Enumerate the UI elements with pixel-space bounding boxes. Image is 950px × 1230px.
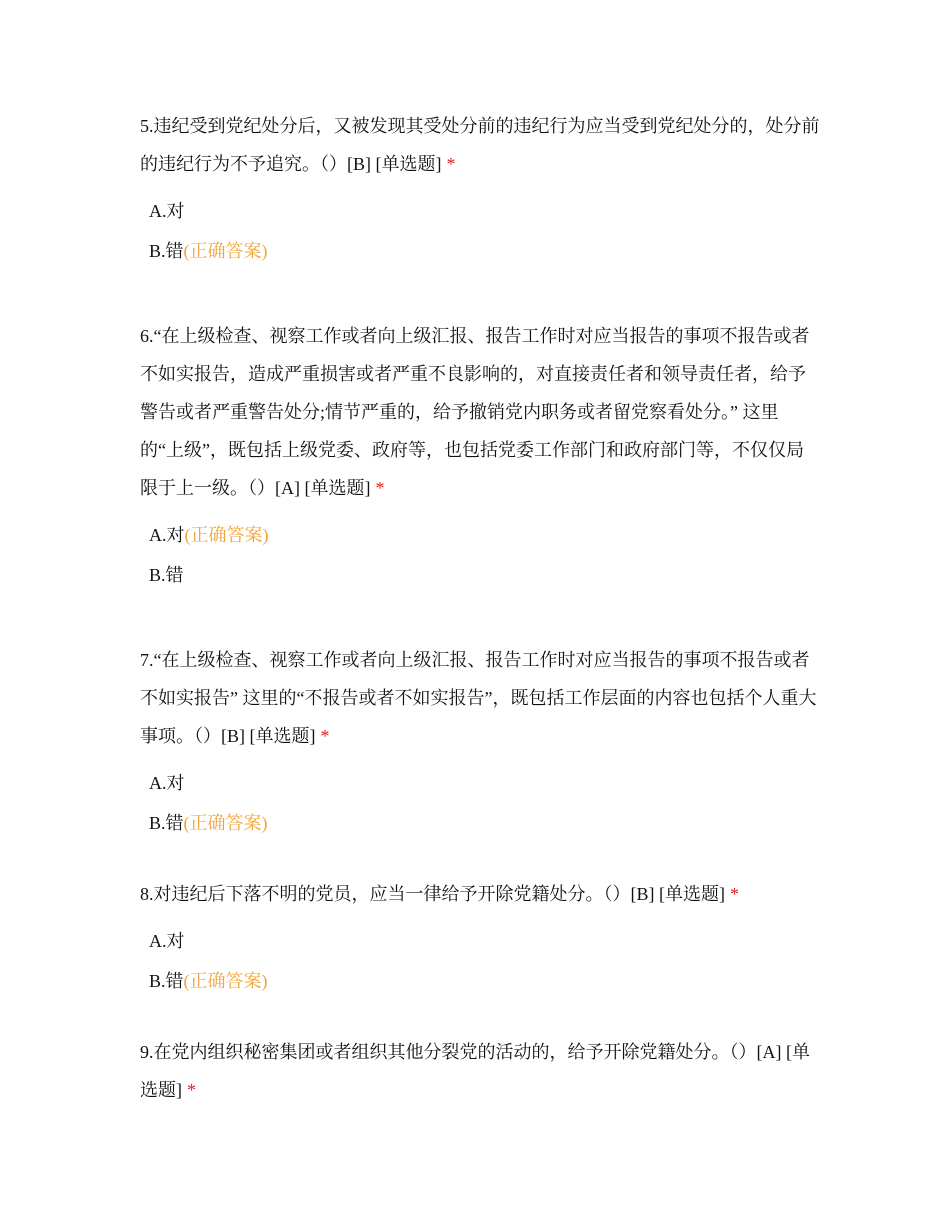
option-a[interactable] [140, 515, 820, 555]
option-label: B.错 [149, 813, 184, 833]
required-star: * [729, 884, 739, 904]
option-b[interactable] [140, 555, 820, 595]
question-9-text: 9.在党内组织秘密集团或者组织其他分裂党的活动的，给予开除党籍处分。（）[A] [单选题] [140, 1042, 810, 1100]
option-label: B.错 [149, 241, 184, 261]
spacer [140, 271, 820, 317]
option-label: B.错 [149, 971, 184, 991]
question-6-text: 6.“在上级检查、视察工作或者向上级汇报、报告工作时对应当报告的事项不报告或者不如实报告，造成严重损害或者严重不良影响的，对直接责任者和领导责任者，给予警告或者严重警告处分;情节严重的，给予撤销党内职务或者留党察看处分。” 这里的“上级”，既包括上级党委、政府等，也包括党委工作部门和政府部门等，不仅仅局限于上一级。（）[A] [单选题] [140, 326, 810, 498]
spacer [140, 1001, 820, 1033]
option-b[interactable] [140, 231, 820, 271]
correct-answer-mark: (正确答案) [183, 813, 268, 833]
option-label: A.对 [149, 931, 185, 951]
option-a[interactable] [140, 921, 820, 961]
option-b[interactable] [140, 961, 820, 1001]
required-star: * [187, 1080, 196, 1100]
required-star: * [375, 478, 385, 498]
option-label: A.对 [149, 773, 185, 793]
required-star: * [446, 154, 456, 174]
options-list [140, 515, 820, 595]
option-label: A.对 [149, 525, 185, 545]
options-list [140, 921, 820, 1001]
option-a[interactable] [140, 191, 820, 231]
question-text [140, 107, 820, 183]
question-5-text: 5.违纪受到党纪处分后，又被发现其受处分前的违纪行为应当受到党纪处分的，处分前的违纪行为不予追究。（）[B] [单选题] [140, 116, 820, 174]
question-text [140, 317, 820, 507]
question-5 [140, 107, 820, 271]
options-list [140, 763, 820, 843]
correct-answer-mark: (正确答案) [183, 971, 268, 991]
option-a[interactable] [140, 763, 820, 803]
question-6 [140, 317, 820, 595]
correct-answer-mark: (正确答案) [183, 241, 268, 261]
required-star: * [320, 726, 330, 746]
spacer [140, 843, 820, 875]
question-8-text: 8.对违纪后下落不明的党员，应当一律给予开除党籍处分。（）[B] [单选题] [140, 884, 725, 904]
option-label: A.对 [149, 201, 185, 221]
quiz-page [140, 107, 820, 1109]
question-text [140, 875, 820, 913]
question-7 [140, 641, 820, 843]
question-9 [140, 1033, 820, 1109]
question-text [140, 641, 820, 755]
option-b[interactable] [140, 803, 820, 843]
question-8 [140, 875, 820, 1001]
options-list [140, 191, 820, 271]
question-7-text: 7.“在上级检查、视察工作或者向上级汇报、报告工作时对应当报告的事项不报告或者不如实报告” 这里的“不报告或者不如实报告”，既包括工作层面的内容也包括个人重大事项。（）[B] [单选题] [140, 650, 817, 746]
question-text [140, 1033, 820, 1109]
spacer [140, 595, 820, 641]
correct-answer-mark: (正确答案) [184, 525, 269, 545]
option-label: B.错 [149, 565, 184, 585]
